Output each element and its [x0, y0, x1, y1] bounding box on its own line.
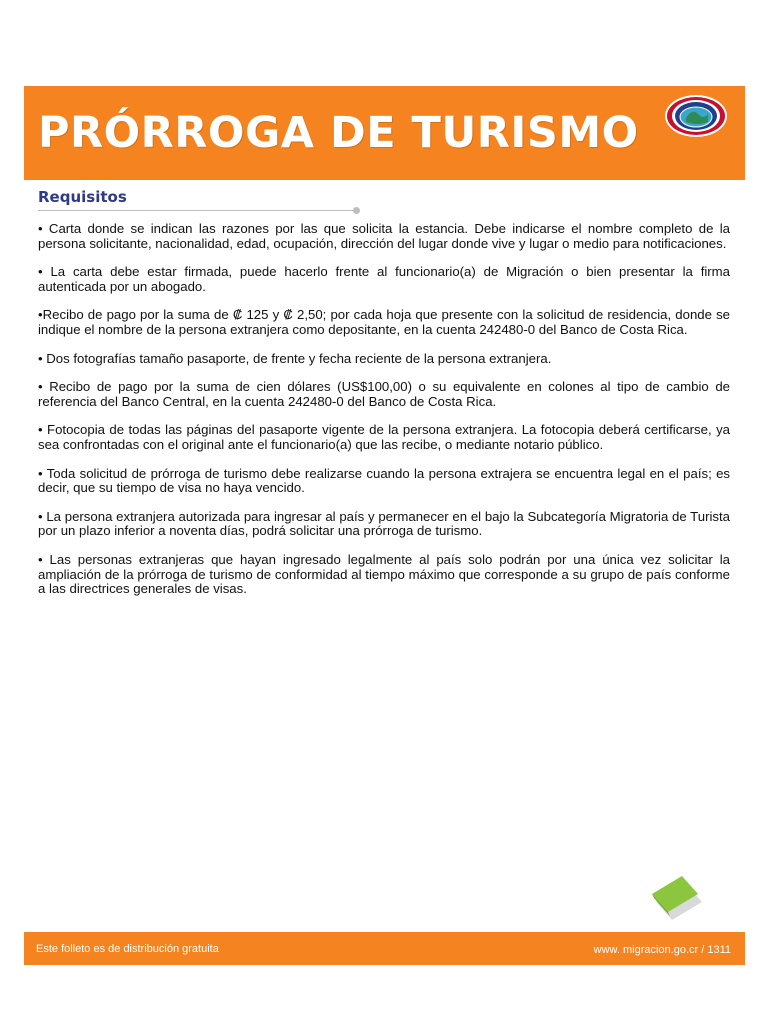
- requirement-item: •Recibo de pago por la suma de ₡ 125 y ₡ 2,50; por cada hoja que presente con la solicitud de residencia, donde se indique el nombre de la persona extranjera como depositante, en la cuenta 242480-0 del Banco de Costa Rica.: [38, 307, 730, 337]
- requirement-item: • Carta donde se indican las razones por las que solicita la estancia. Debe indicarse el nombre completo de la persona solicitante, nacionalidad, edad, ocupación, dirección del lugar donde vive y lugar o medio para notificaciones.: [38, 221, 730, 251]
- green-card-icon: [648, 872, 708, 922]
- section-heading: Requisitos: [38, 188, 127, 206]
- requirements-list: [38, 222, 730, 611]
- page-title: PRÓRROGA DE TURISMO: [38, 108, 639, 158]
- requirement-item: • La carta debe estar firmada, puede hacerlo frente al funcionario(a) de Migración o bien presentar la firma autenticada por un abogado.: [38, 264, 730, 294]
- header-banner: [24, 86, 745, 180]
- footer-website-link[interactable]: www. migracion.go.cr / 1311: [593, 944, 731, 956]
- requirement-item: • Toda solicitud de prórroga de turismo debe realizarse cuando la persona extrajera se encuentra legal en el país; es decir, que su tiempo de visa no haya vencido.: [38, 465, 730, 496]
- requirement-item: • Las personas extranjeras que hayan ingresado legalmente al país solo podrán por una única vez solicitar la ampliación de la prórroga de turismo de conformidad al tiempo máximo que corresponde a su grupo de país conforme a las directrices generales de visas.: [38, 551, 730, 597]
- seal-icon: [664, 94, 728, 138]
- footer-bar: [24, 932, 745, 965]
- heading-divider-dot: [353, 207, 360, 214]
- requirement-item: • La persona extranjera autorizada para ingresar al país y permanecer en el bajo la Subcategoría Migratoria de Turista por un plazo inferior a noventa días, podrá solicitar una prórroga de turismo.: [38, 508, 730, 539]
- requirement-item: • Recibo de pago por la suma de cien dólares (US$100,00) o su equivalente en colones al tipo de cambio de referencia del Banco Central, en la cuenta 242480-0 del Banco de Costa Rica.: [38, 379, 730, 409]
- requirement-item: • Fotocopia de todas las páginas del pasaporte vigente de la persona extranjera. La fotocopia deberá certificarse, ya sea confrontadas con el original ante el funcionario(a) que las recibe, o mediante notario público.: [38, 422, 730, 452]
- heading-divider: [38, 210, 356, 211]
- footer-distribution-note: Este folleto es de distribución gratuita: [36, 943, 219, 955]
- requirement-item: • Dos fotografías tamaño pasaporte, de frente y fecha reciente de la persona extranjera.: [38, 350, 552, 366]
